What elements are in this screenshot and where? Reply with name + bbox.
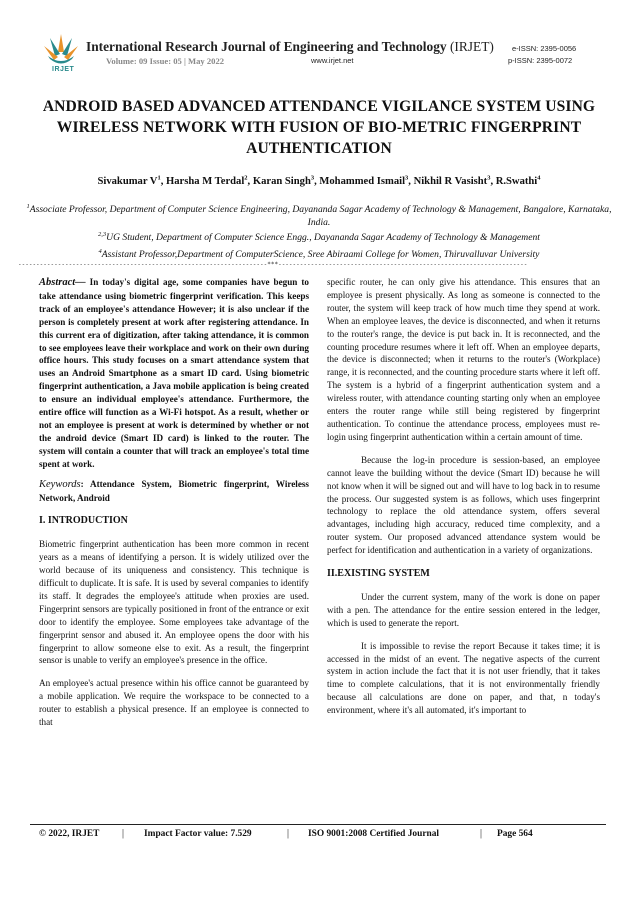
- keywords-label: Keywords: [39, 478, 81, 490]
- right-paragraph-1: specific router, he can only give his attendance. This ensures that an employee is present physically. As long as someone is connected to the router, the system will keep track of how much time they spend at work. When an employee leaves, the device is disconnected, and when it returns to the router's range, the device is put back in. It is reconnected, and the counting procedure resumes where it left off. When an employee departs, the device is disconnected; when it returns to the router's (Workplace) range, it is reconnected, and the counting procedure starts where it left off. The system is a hybrid of a fingerprint authentication system and a wireless router, with attendance counting starting only when an employee enters the router range while still being registered by fingerprint authentication. To continue the attendance process, employees must re-login using fingerprint authentication within a certain amount of time.: [327, 277, 600, 442]
- author-name: Karan Singh: [252, 176, 311, 187]
- author-list: Sivakumar $V^1$, Harsha M Terdal$^2$, Karan Singh$^3$, Mohammed Ismail$^3$, Nikhil R Vasisht$^3$, R.Swathi$^4$: [97, 174, 541, 187]
- intro-paragraph-2: An employee's actual presence within his office cannot be guaranteed by a mobile application. We require the workspace to be connected to a router to establish a physical presence. If an employee is connected to that: [39, 678, 309, 728]
- existing-paragraph-2: It is impossible to revise the report Because it takes time; it is accessed in the midst of an event. The negative aspects of the current system in action include the fact that it is not user friendly, that it takes time to complete calculations, that it is not environmentally friendly because all calculations are done on paper, and that, n today's environment, where it's all automated, it's important to: [327, 640, 600, 716]
- affiliation-sup: 2,3: [98, 230, 107, 238]
- author-sup: 3: [310, 174, 315, 182]
- keywords: [39, 478, 309, 505]
- abstract-label: Abstract—: [39, 277, 86, 288]
- author-sup: 2: [244, 174, 248, 182]
- logo-text: IRJET: [52, 66, 75, 73]
- author-sup: 3: [405, 174, 409, 182]
- footer-page-number: Page 564: [497, 829, 533, 839]
- abstract-text: In today's digital age, some companies have begun to take attendance using biometric fingerprint verification. This keeps track of an employee's attendance However; it is also unclear if the person is completely present at work after registering attendance. In this current era of digitization, after taking attendance, it is common to see employees leave their workplace and work on their own during office hours. This study focuses on a smart attendance system that uses an Android Smartphone as a smart ID card. Using biometric fingerprint authentication, a Java mobile application is being created to ensure an individual employee's attendance. Furthermore, the entire office will function as a Wi-Fi hotspot. As a result, whether or not an employee is present at work is determined by whether or not the android device (Smart ID card) is linked to the router. The system will contain a counter that will track an employee's total time spent at work.: [39, 277, 309, 469]
- author-name: Harsha M Terdal: [166, 176, 245, 187]
- footer-impact-factor: Impact Factor value: 7.529: [144, 829, 252, 839]
- paper-title: ANDROID BASED ADVANCED ATTENDANCE VIGILANCE SYSTEM USING WIRELESS NETWORK WITH FUSION OF BIO-METRIC FINGERPRINT AUTHENTICATION: [42, 98, 596, 157]
- journal-name: [86, 39, 494, 55]
- footer-iso: ISO 9001:2008 Certified Journal: [308, 829, 439, 839]
- author-sup: 1: [157, 174, 161, 182]
- intro-heading: I. INTRODUCTION: [39, 515, 128, 527]
- affiliation-text: Associate Professor, Department of Computer Science Engineering, Dayananda Sagar Academy of Technology & Management, Bangalore, Karnataka, India.: [29, 204, 612, 228]
- intro-paragraph-1: Biometric fingerprint authentication has been more common in recent years as a means of identifying a person. It is widely utilized over the world because of its uniqueness and consistency. This technique is difficult to duplicate. It is safe. It is used by several companies to identify its staff. It degrades the employee's attitude when proxies are used. Fingerprint sensors are typically positioned in front of the entrance or exit door to identify the employee. Some employees take advantage of the fingerprint sensor and abused it. An employee opens the door with his fingerprint to allow someone else to exit. As a result, the fingerprint sensor is unable to verify an employee's presence in the office.: [39, 539, 309, 666]
- eissn: e-ISSN: 2395-0056: [512, 44, 577, 53]
- pissn: p-ISSN: 2395-0072: [508, 56, 573, 65]
- footer-divider: |: [287, 828, 290, 839]
- author-name: Mohammed Ismail: [319, 176, 406, 187]
- footer-copyright: © 2022, IRJET: [39, 829, 100, 839]
- left-column: [39, 276, 309, 729]
- existing-system-heading: II.EXISTING SYSTEM: [327, 568, 430, 580]
- affiliation-2: [20, 232, 618, 245]
- affiliation-text: UG Student, Department of Computer Science Engg., Dayananda Sagar Academy of Technology & Management: [106, 232, 540, 243]
- right-paragraph-2: Because the log-in procedure is session-based, an employee cannot leave the building without the device (Smart ID) because he will not know when it will be signed out and will have to log back in to resume the process. Our suggested system is as follows, which uses fingerprint technology to replace the old attendance system, offers several advantages, including high accuracy, reduced time complexity, and a router system. Our proposed advanced attendance system would be perfect for identification and authentication in a variety of organizations.: [327, 454, 600, 556]
- author-sup: 4: [537, 174, 541, 182]
- right-column: [327, 276, 600, 717]
- abstract: [39, 276, 309, 471]
- affiliation-1: [20, 204, 618, 229]
- affiliation-sup: 4: [98, 247, 102, 255]
- journal-website[interactable]: www.irjet.net: [311, 56, 354, 65]
- affiliation-3: [20, 249, 618, 262]
- author-name: Sivakumar V: [97, 176, 158, 187]
- volume-issue: Volume: 09 Issue: 05 | May 2022: [106, 56, 225, 66]
- footer-divider: |: [480, 828, 483, 839]
- affiliation-sup: 1: [26, 202, 30, 210]
- keywords-text: : Attendance System, Biometric fingerprint, Wireless Network, Android: [39, 478, 309, 503]
- footer-divider: |: [122, 828, 125, 839]
- author-name: R.Swathi: [495, 176, 538, 187]
- journal-abbr: (IRJET): [449, 39, 494, 54]
- section-separator: ---------------------------------------------------------------------***---------------------------------------------------------------------: [18, 261, 528, 268]
- existing-paragraph-1: Under the current system, many of the work is done on paper with a pen. The attendance for the entire session entered in the ledger, which is used to generate the report.: [327, 591, 600, 628]
- journal-title-text: International Research Journal of Engineering and Technology: [86, 39, 447, 54]
- footer-rule: [30, 824, 606, 825]
- author-name: Nikhil R Vasisht: [413, 176, 488, 187]
- journal-header: [0, 0, 638, 80]
- author-sup: 3: [487, 174, 491, 182]
- affiliation-text: Assistant Professor,Department of ComputerScience, Sree Abiraami College for Women, Thiruvalluvar University: [101, 249, 540, 260]
